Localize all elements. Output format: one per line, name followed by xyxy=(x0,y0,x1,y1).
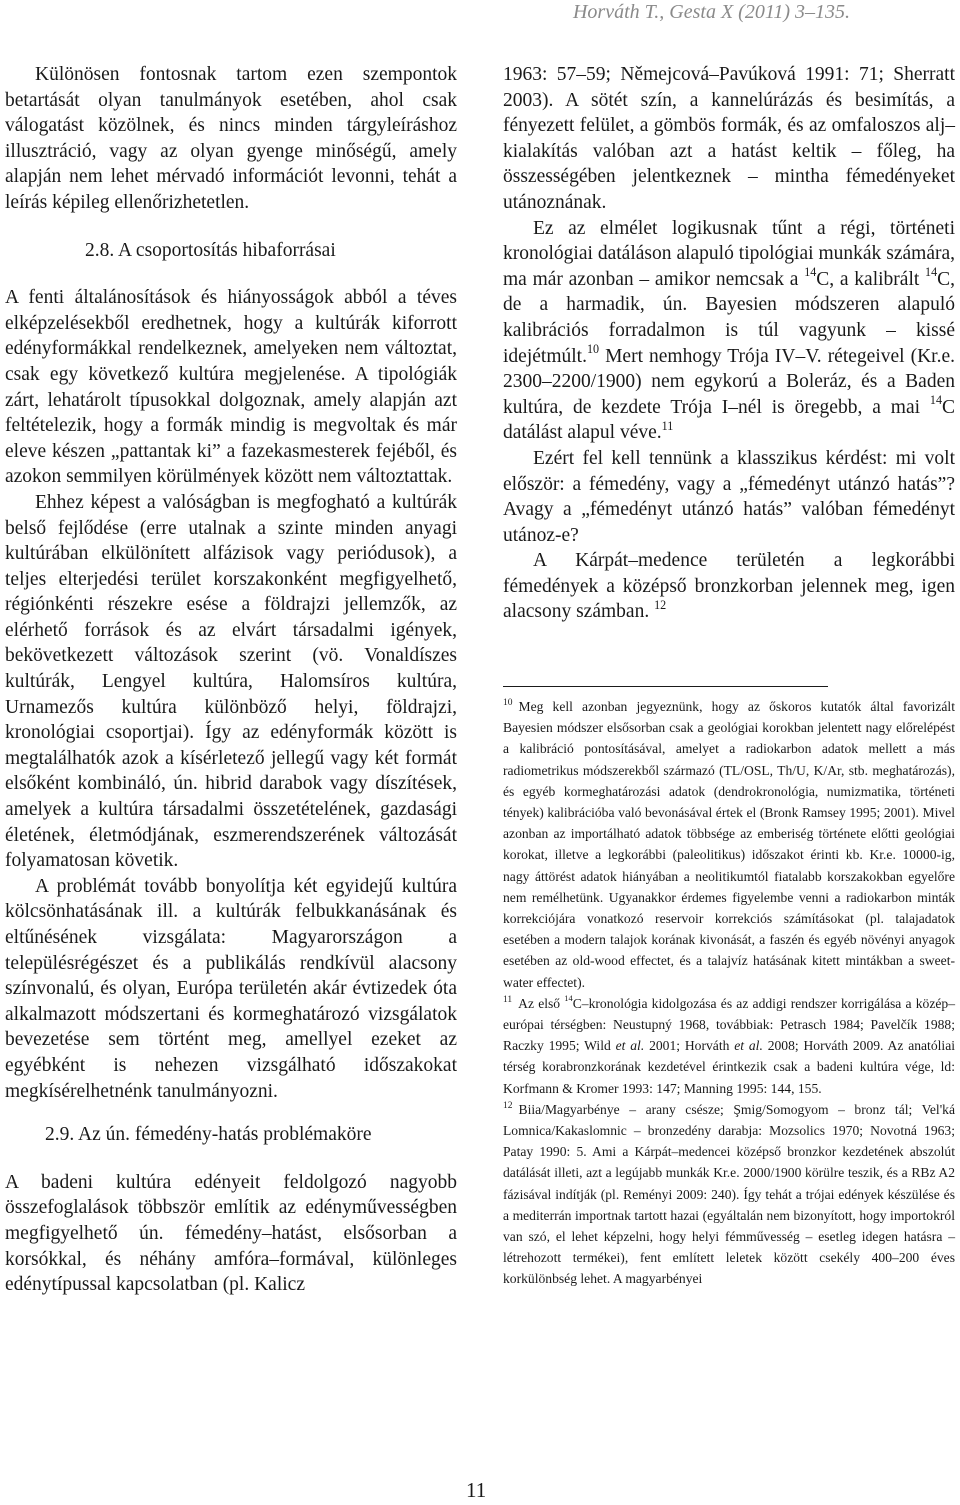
paragraph: Ehhez képest a valóságban is megfogható a kultúrák belső fejlődése (erre utalnak a szinte minden anyagi kultúrában elkülönített alfázisok vagy periódusok), a teljes elterjedési terület korszakonként megfigyelhető, régiónkénti részekre esése a földrajzi jellemzők, az elérhető források és az elvárt társadalmi igények, bekövetkezett változások szerint (vö. Vonaldíszes kultúrák, Lengyel kultúra, Halomsíros kultúra, Urnamezős kultúra különböző helyi, földrajzi, kronológiai csoportjai). Így az edényformák között is megtalálhatók azok a kísérletező jellegű vagy két formát elsőként kombináló, ún. hibrid darabok vagy díszítések, amelyek a kultúra társadalmi összetételének, gazdasági életének, életmódjának, eszmerendszerének változását folyamatosan követik. xyxy=(5,491,457,872)
paragraph: A fenti általánosítások és hiányosságok abból a téves elképzelésekből eredhetnek, hogy a kultúrák kiforrott edényformákkal rendelkeznek, amelyeken nem változtat, csak egy következő kultúra megjelenése. A tipológiák zárt, lehatárolt típusokkal dolgoznak, amely alapján azt feltételezik, hogy a formák mindig is megvoltak és már eleve készen „pattantak ki” a fazekasmesterek fejéből, és azokon semmilyen körülmények között nem változtattak. xyxy=(5,287,457,488)
text-run: Mert nemhogy Trója IV–V. rétegeivel (Kr.e. 2300–2200/1900) nem egykorú a Boleráz, és a Baden kultúra, de kezdete Trója I–nél is öregebb, a mai xyxy=(503,345,955,418)
paragraph: A badeni kultúra edényeit feldolgozó nagyobb összefoglalások többször említik az edényművességben megfigyelhető ún. fémedény–hatást, elsősorban a korsókkal, és néhány amfóra–formával, különleges edénytípussal kapcsolatban (pl. Kalicz xyxy=(5,1171,457,1296)
footnote-italic: et al. xyxy=(734,1038,763,1054)
footnote-11 xyxy=(503,993,955,1099)
paragraph: Különösen fontosnak tartom ezen szempontok betartását olyan tanulmányok esetében, ahol csak válogatást közölnek, és nincs minden tárgyleíráshoz illusztráció, vagy az olyan gyenge minőségű, amely alapján nem lehet mérvadó információt levonni, tehát a leírás képileg ellenőrizhetetlen. xyxy=(5,64,457,213)
footnote-text: Az első xyxy=(518,995,565,1011)
text-run: C datálást alapul véve. xyxy=(503,396,955,444)
paragraph: Ezért fel kell tennünk a klasszikus kérdést: mi volt először: a fémedény, vagy a „fémedényt utánzó hatás”? Avagy a „fémedényt utánzó hatás” valóban fémedényt utánoz-e? xyxy=(503,447,955,546)
paragraph: 1963: 57–59; Němejcová–Pavúková 1991: 71; Sherratt 2003). A sötét szín, a kannelúrázás és besimítás, a fényezett felület, a gömbös formák, és az omfaloszos alj–kialakítás valóban azt a hatást keltik – főleg, ha összességében jelentkeznek – mintha fémedényeket utánoznának. xyxy=(503,64,955,213)
footnote-ref-11[interactable]: 11 xyxy=(661,418,674,433)
superscript: 14 xyxy=(929,393,942,408)
superscript: 14 xyxy=(564,993,573,1004)
running-head: Horváth T., Gesta X (2011) 3–135. xyxy=(572,1,850,23)
footnote-12 xyxy=(503,1099,955,1290)
footnote-ref-12[interactable]: 12 xyxy=(654,597,667,612)
footnote-number: 11 xyxy=(503,995,513,1006)
paragraph xyxy=(503,216,955,446)
footnote-text: 2008; Horváth 2009. Az anatóliai térség korabronzkorának kezdetével érintkezik csak a badeni kultúra vége, ld: Korfmann & Kromer 1993: 147; Manning 1995: 144, 155. xyxy=(503,1038,955,1096)
footnote-ref-10[interactable]: 10 xyxy=(586,341,600,356)
footnote-text: Meg kell azonban jegyeznünk, hogy az őskoros kutatók által favorizált Bayesien módszer elsősorban csak a geológiai korokban jelentett nagy előrelépést a kalibráció pontosításával, amelyet a radiokarbon adatok mellett a más radiometrikus módszerekből származó (TL/OSL, Th/U, K/Ar, stb. meghatározás), és egyéb kormeghatározási adatok (dendrokronológia, numizmatika, történeti tények) kalibrációba való bevonásával értek el (Bronk Ramsey 1995; 2001). Mivel azonban az importálható adatok többsége az emberiség története előtti geológiai korokat, illetve a legkorábbi (paleolitikus) időszakot érinti kb. Kr.e. 10000-ig, nagy áttörést adatok hiányában a neolitikumtól fiatalabb korszakokban egyelőre nem remélhetünk. Ugyanakkor érdemes figyelembe venni a radiokarbon minták korrekciójára vonatkozó reservoir korrekciós számításokat (pl. talajadatok esetében a modern talajok korának kivonását, a faszén és egyéb növényi anyagok esetében az old-wood effectet, és a talajvíz hatásának kitett mintákban a sweet-water effectet). xyxy=(503,699,955,990)
footnote-10 xyxy=(503,696,955,993)
footnote-text: Biia/Magyarbénye – arany csésze; Şmig/Somogyom – bronz tál; Vel'ká Lomnica/Kakaslomnic – bronzedény darabja: Mozsolics 1970; Novotná 1963; Patay 1990: 5. Ami a Kárpát–medencei középső bronzkor kezdetének abszolút datálását illeti, azt a legújabb munkák Kr.e. 2000/1900 körülre teszik, és a RBz A2 fázisával indítják (pl. Reményi 2009: 240). Így tehát a trójai edények készülése és a mediterrán importnak tartott hazai (egyáltalán nem bizonyított, hogy importokról van szó, el lehet képzelni, hogy helyi fémművesség – esetleg idegen hatásra – létrehozott termékei), fent említett leletek között csekély 400–200 éves korkülönbség lehet. A magyarbényei xyxy=(503,1101,955,1287)
text-run: C, a kalibrált xyxy=(816,268,926,290)
paragraph xyxy=(503,548,955,625)
footnotes xyxy=(503,696,955,1290)
footnote-separator xyxy=(503,686,828,687)
section-heading-2-8: 2.8. A csoportosítás hibaforrásai xyxy=(85,239,336,261)
right-column xyxy=(503,62,955,625)
footnote-number: 12 xyxy=(503,1101,513,1112)
text-run: C, de a harmadik, ún. Bayesien módszeren alapuló kalibrációs forradalmon is túl vagyunk – kissé idejétmúlt. xyxy=(503,268,956,367)
page-number: 11 xyxy=(466,1478,487,1502)
footnote-number: 10 xyxy=(503,698,513,709)
footnote-text: C–kronológia kidolgozása és az addigi rendszer korrigálása a közép–európai térségben: Neustupný 1968, továbbiak: Petrasch 1984; Pavelčík 1988; Raczky 1995; Wild xyxy=(503,995,955,1054)
superscript: 14 xyxy=(804,265,817,280)
footnote-italic: et al. xyxy=(615,1038,645,1054)
paragraph: A problémát tovább bonyolítja két egyidejű kultúra kölcsönhatásának ill. a kultúrák felbukkanásának és eltűnésének vizsgálata: Magyarországon a településrégészet és a publikálás rendkívül alacsony színvonalú, és olyan, Európa területén akár évtizedek óta alkalmazott módszertani és kormeghatározó vizsgálatok bevezetése sem történt meg, amellyel ezeket az egyébként is nehezen vizsgálható időszakokat megkísérelhetnénk tanulmányozni. xyxy=(5,875,457,1102)
left-column xyxy=(5,62,457,1298)
superscript: 14 xyxy=(925,265,938,280)
text-run: A Kárpát–medence területén a legkorábbi fémedények a középső bronzkorban jelennek meg, igen alacsony számban. xyxy=(503,550,955,623)
section-heading-2-9: 2.9. Az ún. fémedény-hatás problémaköre xyxy=(45,1124,372,1146)
text-run: Ez az elmélet logikusnak tűnt a régi, történeti kronológiai datáláson alapuló tipológiai munkák számára, ma már azonban – amikor nemcsak a xyxy=(503,217,955,290)
footnote-text: 2001; Horváth xyxy=(644,1038,735,1054)
